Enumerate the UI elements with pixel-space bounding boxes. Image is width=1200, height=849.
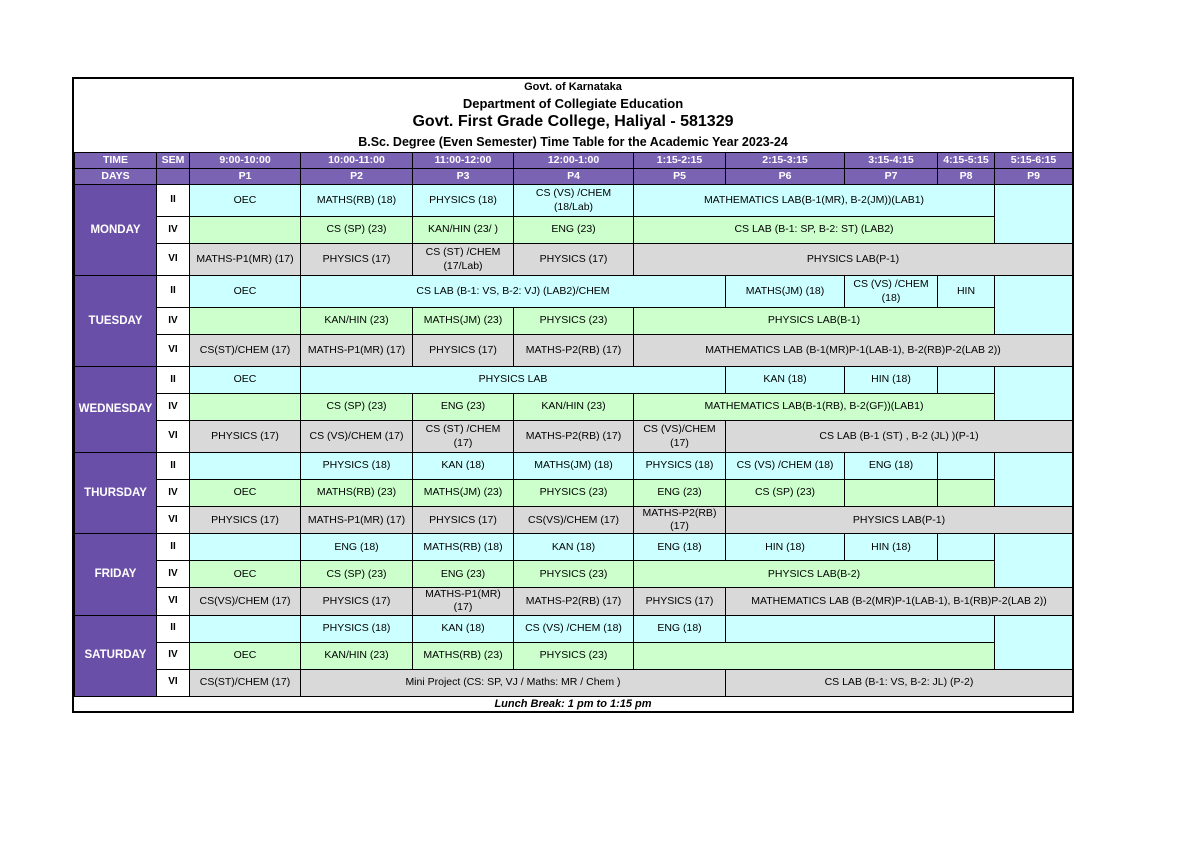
time-slot: 3:15-4:15 [845,153,938,169]
class-cell: CS LAB (B-1 (ST) , B-2 (JL) )(P-1) [726,421,1073,453]
class-cell: PHYSICS (17) [634,588,726,615]
table-row [75,534,1073,561]
time-label: TIME [75,153,157,169]
time-slot: 10:00-11:00 [301,153,413,169]
period-label: P2 [301,169,413,185]
blank-cell [157,169,190,185]
class-cell: PHYSICS LAB [301,367,726,394]
class-cell: MATHS-P2(RB) (17) [514,335,634,367]
class-cell: CS (SP) (23) [301,394,413,421]
p9-cell [995,276,1073,335]
class-cell: PHYSICS LAB(B-2) [634,561,995,588]
class-cell [190,308,301,335]
class-cell: ENG (18) [634,615,726,642]
time-slot: 1:15-2:15 [634,153,726,169]
p9-cell [995,185,1073,244]
sem-label: SEM [157,153,190,169]
sem-cell: II [157,615,190,642]
class-cell [938,534,995,561]
class-cell: MATHS(JM) (23) [413,308,514,335]
class-cell: CS LAB (B-1: SP, B-2: ST) (LAB2) [634,217,995,244]
class-cell [938,453,995,480]
class-cell: KAN/HIN (23) [301,642,413,669]
sem-cell: II [157,276,190,308]
sem-cell: IV [157,480,190,507]
class-cell: CS (SP) (23) [726,480,845,507]
class-cell: PHYSICS (18) [413,185,514,217]
table-row [75,217,1073,244]
class-cell: ENG (23) [634,480,726,507]
class-cell: MATHS(RB) (18) [413,534,514,561]
class-cell: CS (ST) /CHEM (17/Lab) [413,244,514,276]
sem-cell: II [157,367,190,394]
class-cell: ENG (18) [301,534,413,561]
class-cell: CS(ST)/CHEM (17) [190,669,301,696]
class-cell: MATHS-P1(MR) (17) [190,244,301,276]
period-label: P4 [514,169,634,185]
class-cell: PHYSICS (23) [514,642,634,669]
class-cell: CS (VS) /CHEM (18) [514,615,634,642]
class-cell: CS (VS)/CHEM (17) [634,421,726,453]
class-cell: OEC [190,367,301,394]
class-cell: OEC [190,276,301,308]
period-label: P6 [726,169,845,185]
period-label: P8 [938,169,995,185]
class-cell: PHYSICS (18) [634,453,726,480]
class-cell: MATHS(RB) (23) [301,480,413,507]
table-row [75,394,1073,421]
class-cell: MATHS-P1(MR) (17) [301,507,413,534]
header-department: Department of Collegiate Education [462,96,684,111]
class-cell: MATHS(JM) (18) [726,276,845,308]
sem-cell: IV [157,394,190,421]
class-cell: MATHEMATICS LAB (B-2(MR)P-1(LAB-1), B-1(RB)P-2(LAB 2)) [726,588,1073,615]
p9-cell [995,367,1073,421]
table-row [75,367,1073,394]
class-cell: KAN (18) [413,453,514,480]
class-cell: HIN [938,276,995,308]
class-cell: CS LAB (B-1: VS, B-2: VJ) (LAB2)/CHEM [301,276,726,308]
period-label: P3 [413,169,514,185]
day-label: WEDNESDAY [75,367,157,453]
class-cell: MATHS-P2(RB) (17) [634,507,726,534]
day-label: TUESDAY [75,276,157,367]
class-cell: PHYSICS (17) [514,244,634,276]
table-row [75,185,1073,217]
sem-cell: IV [157,308,190,335]
class-cell: PHYSICS (17) [301,244,413,276]
sem-cell: IV [157,561,190,588]
p9-cell [995,615,1073,669]
table-row [75,507,1073,534]
class-cell: PHYSICS (17) [413,335,514,367]
class-cell: OEC [190,561,301,588]
class-cell: CS (ST) /CHEM (17) [413,421,514,453]
time-slot: 12:00-1:00 [514,153,634,169]
header-govt: Govt. of Karnataka [524,81,622,93]
class-cell: PHYSICS (23) [514,561,634,588]
day-label: FRIDAY [75,534,157,615]
sem-cell: VI [157,335,190,367]
class-cell: CS (VS) /CHEM (18) [845,276,938,308]
class-cell [190,534,301,561]
header-college: Govt. First Grade College, Haliyal - 581329 [412,113,734,130]
class-cell: OEC [190,480,301,507]
class-cell: PHYSICS (17) [413,507,514,534]
class-cell [190,394,301,421]
class-cell: CS (VS) /CHEM (18/Lab) [514,185,634,217]
class-cell [845,480,938,507]
class-cell: PHYSICS (18) [301,453,413,480]
class-cell: HIN (18) [845,534,938,561]
class-cell: MATHS(RB) (23) [413,642,514,669]
period-label: P5 [634,169,726,185]
class-cell: HIN (18) [726,534,845,561]
sem-cell: II [157,185,190,217]
class-cell: KAN (18) [726,367,845,394]
class-cell: PHYSICS (17) [190,421,301,453]
class-cell: PHYSICS LAB(P-1) [634,244,1073,276]
class-cell [726,615,995,642]
sem-cell: VI [157,507,190,534]
period-label: P9 [995,169,1073,185]
table-row [75,588,1073,615]
table-row [75,421,1073,453]
class-cell [634,642,995,669]
days-label: DAYS [75,169,157,185]
class-cell: MATHS(JM) (23) [413,480,514,507]
table-row [75,642,1073,669]
class-cell: MATHS-P2(RB) (17) [514,588,634,615]
class-cell: OEC [190,642,301,669]
class-cell: Mini Project (CS: SP, VJ / Maths: MR / Chem ) [301,669,726,696]
table-row [75,308,1073,335]
class-cell: MATHEMATICS LAB (B-1(MR)P-1(LAB-1), B-2(RB)P-2(LAB 2)) [634,335,1073,367]
time-slot: 11:00-12:00 [413,153,514,169]
class-cell: CS (VS) /CHEM (18) [726,453,845,480]
sem-cell: II [157,534,190,561]
table-row [75,480,1073,507]
time-slot: 9:00-10:00 [190,153,301,169]
sem-cell: VI [157,669,190,696]
table-row [75,669,1073,696]
period-label: P1 [190,169,301,185]
timetable [74,152,1073,697]
table-row [75,244,1073,276]
class-cell: KAN (18) [514,534,634,561]
class-cell: MATHS(JM) (18) [514,453,634,480]
table-row [75,453,1073,480]
table-row [75,335,1073,367]
time-slot: 4:15-5:15 [938,153,995,169]
period-label: P7 [845,169,938,185]
header-title: B.Sc. Degree (Even Semester) Time Table for the Academic Year 2023-24 [358,135,788,149]
day-label: THURSDAY [75,453,157,534]
class-cell: KAN (18) [413,615,514,642]
class-cell: MATHEMATICS LAB(B-1(RB), B-2(GF))(LAB1) [634,394,995,421]
time-slot: 2:15-3:15 [726,153,845,169]
sem-cell: IV [157,642,190,669]
class-cell: ENG (18) [845,453,938,480]
class-cell: ENG (23) [413,394,514,421]
sem-cell: VI [157,244,190,276]
sem-cell: VI [157,421,190,453]
day-label: MONDAY [75,185,157,276]
class-cell: CS (SP) (23) [301,561,413,588]
class-cell: MATHEMATICS LAB(B-1(MR), B-2(JM))(LAB1) [634,185,995,217]
class-cell: MATHS(RB) (18) [301,185,413,217]
class-cell: KAN/HIN (23) [514,394,634,421]
lunch-break-note: Lunch Break: 1 pm to 1:15 pm [494,697,652,710]
class-cell: PHYSICS (23) [514,480,634,507]
class-cell: PHYSICS (17) [301,588,413,615]
class-cell: KAN/HIN (23) [301,308,413,335]
class-cell: PHYSICS (18) [301,615,413,642]
class-cell: CS(ST)/CHEM (17) [190,335,301,367]
class-cell: CS (VS)/CHEM (17) [301,421,413,453]
class-cell: ENG (23) [413,561,514,588]
class-cell [190,217,301,244]
period-row [75,169,1073,185]
class-cell: CS(VS)/CHEM (17) [514,507,634,534]
class-cell: MATHS-P2(RB) (17) [514,421,634,453]
class-cell: CS LAB (B-1: VS, B-2: JL) (P-2) [726,669,1073,696]
class-cell: ENG (23) [514,217,634,244]
table-row [75,615,1073,642]
class-cell: HIN (18) [845,367,938,394]
time-slot: 5:15-6:15 [995,153,1073,169]
sem-cell: IV [157,217,190,244]
class-cell [190,615,301,642]
class-cell [938,367,995,394]
class-cell [938,480,995,507]
day-label: SATURDAY [75,615,157,696]
class-cell: ENG (18) [634,534,726,561]
sem-cell: VI [157,588,190,615]
class-cell: MATHS-P1(MR) (17) [413,588,514,615]
class-cell: CS(VS)/CHEM (17) [190,588,301,615]
class-cell: KAN/HIN (23/ ) [413,217,514,244]
p9-cell [995,534,1073,588]
class-cell: PHYSICS (17) [190,507,301,534]
class-cell: PHYSICS LAB(B-1) [634,308,995,335]
table-row [75,561,1073,588]
time-row [75,153,1073,169]
class-cell: OEC [190,185,301,217]
class-cell [190,453,301,480]
p9-cell [995,453,1073,507]
class-cell: PHYSICS LAB(P-1) [726,507,1073,534]
class-cell: MATHS-P1(MR) (17) [301,335,413,367]
table-row [75,276,1073,308]
class-cell: PHYSICS (23) [514,308,634,335]
timetable-sheet [72,77,1074,713]
sem-cell: II [157,453,190,480]
class-cell: CS (SP) (23) [301,217,413,244]
